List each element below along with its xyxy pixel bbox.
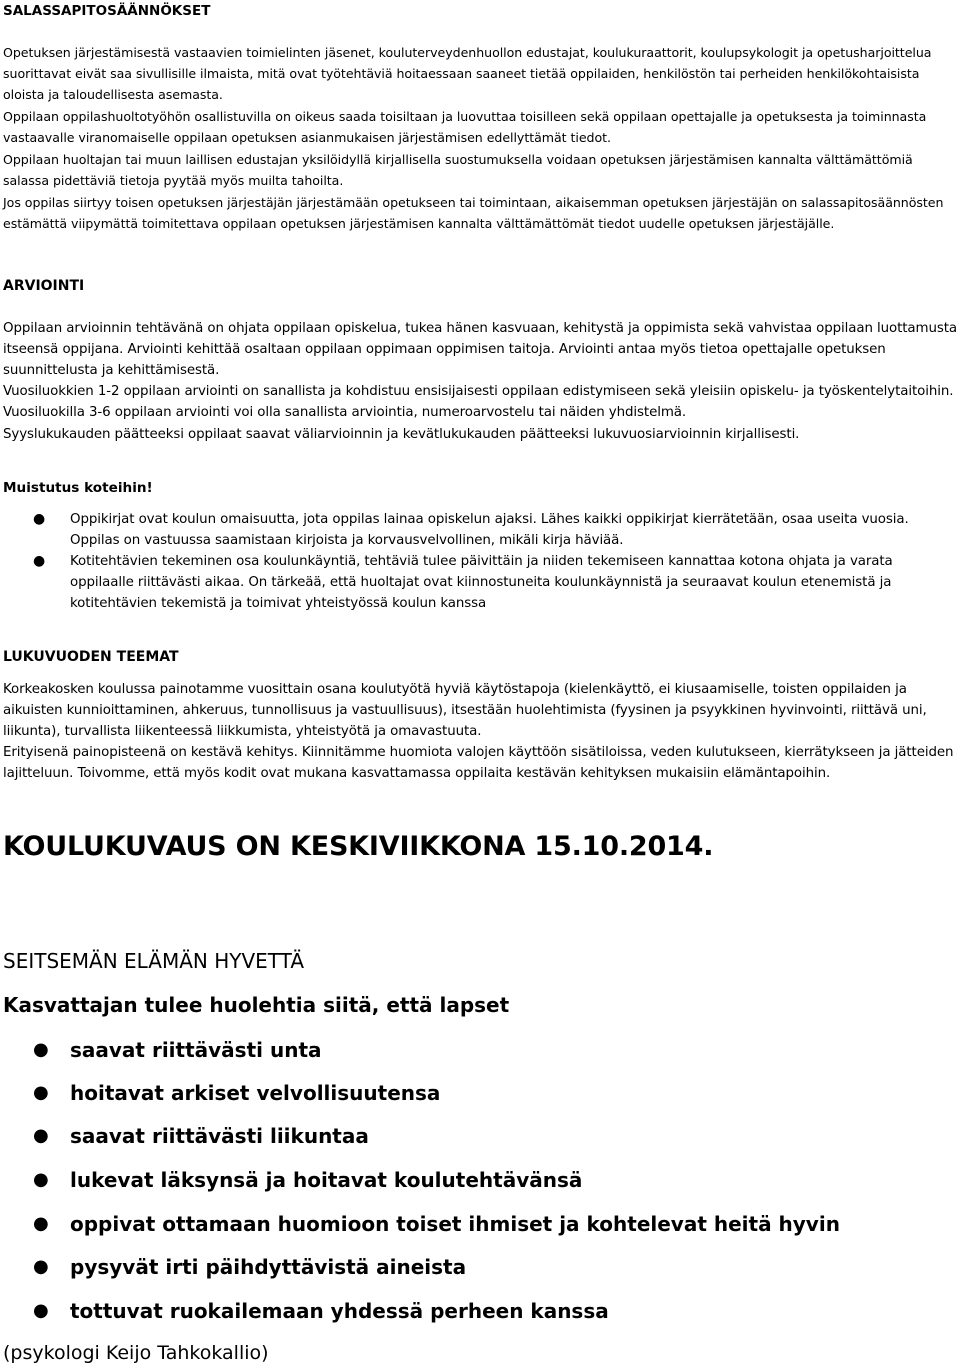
salassapito-paragraph-2: Oppilaan oppilashuoltotyöhön osallistuvilla on oikeus saada toisiltaan ja luovuttaa toisilleen sekä oppilaan opettajalle ja opetuksesta ja toiminnasta vastaavalle viranomaiselle oppilaan opetuksen asianmukaisen järjestämisen edellyttämät tiedot. xyxy=(3,109,927,145)
koulukuvaus-announcement: KOULUKUVAUS ON KESKIVIIKKONA 15.10.2014. xyxy=(3,831,714,862)
bullet-dot: ● xyxy=(33,1082,49,1103)
hyve-item-6: pysyvät irti päihdyttävistä aineista xyxy=(70,1255,467,1279)
hyve-item-7: tottuvat ruokailemaan yhdessä perheen kanssa xyxy=(70,1299,609,1323)
hyve-item-1: saavat riittävästi unta xyxy=(70,1038,322,1062)
teemat-paragraph-1: Korkeakosken koulussa painotamme vuosittain osana koulutyötä hyviä käytöstapoja (kielenkäyttö, ei kiusaamiselle, toisten oppilaiden ja aikuisten kunnioittaminen, ahkeruus, tunnollisuus ja vastuullisuus), itsestään huolehtimista (fyysinen ja psyykkinen hyvinvointi, riittävä uni, liikunta), turvallista liikenteessä liikkumista, yhteistyötä ja omavastuuta. xyxy=(3,682,927,739)
attribution: (psykologi Keijo Tahkokallio) xyxy=(3,1342,269,1364)
bullet-dot: ● xyxy=(33,1039,49,1060)
muistutus-item-1: Oppikirjat ovat koulun omaisuutta, jota oppilas lainaa opiskelun ajaksi. Lähes kaikki oppikirjat kierrätetään, osaa useita vuosia. Oppilas on vastuussa saamistaan kirjoista ja korvausvelvollinen, mikäli kirja häviää. xyxy=(70,512,909,548)
heading-arviointi: ARVIOINTI xyxy=(3,278,85,294)
bullet-dot: ● xyxy=(33,1125,49,1146)
heading-salassapito: SALASSAPITOSÄÄNNÖKSET xyxy=(3,3,211,19)
heading-muistutus: Muistutus koteihin! xyxy=(3,480,153,496)
hyve-item-5: oppivat ottamaan huomioon toiset ihmiset ja kohtelevat heitä hyvin xyxy=(70,1212,840,1236)
salassapito-paragraph-4: Jos oppilas siirtyy toisen opetuksen järjestäjän järjestämään opetukseen tai toimintaan, aikaisemman opetuksen järjestäjän on salassapitosäännösten estämättä viipymättä toimitettava oppilaan opetuksen järjestämisen kannalta välttämättömät tiedot uudelle opetuksen järjestäjälle. xyxy=(3,195,944,231)
heading-seitseman-hyvetta: SEITSEMÄN ELÄMÄN HYVETTÄ xyxy=(3,949,304,973)
teemat-paragraph-2: Erityisenä painopisteenä on kestävä kehitys. Kiinnitämme huomiota valojen käyttöön sisätiloissa, veden kulutukseen, kierrätykseen ja jätteiden lajitteluun. Toivomme, että myös kodit ovat mukana kasvattamassa oppilaita kestävän kehityksen mukaisiin elämäntapoihin. xyxy=(3,745,954,781)
arviointi-paragraph-2: Vuosiluokkien 1-2 oppilaan arviointi on sanallista ja kohdistuu ensisijaisesti oppilaan edistymiseen sekä yleisiin opiskelu- ja työskentelytaitoihin. Vuosiluokilla 3-6 oppilaan arviointi voi olla sanallista arviointia, numeroarvostelu tai näiden yhdistelmä. xyxy=(3,384,954,420)
arviointi-paragraph-1: Oppilaan arvioinnin tehtävänä on ohjata oppilaan opiskelua, tukea hänen kasvuaan, kehitystä ja oppimista sekä vahvistaa oppilaan luottamusta itseensä oppijana. Arviointi kehittää osaltaan oppilaan oppimaan oppimisen taitoja. Arviointi antaa myös tietoa opettajalle opetuksen suunnittelusta ja kehittämisestä. xyxy=(3,321,957,378)
hyve-item-3: saavat riittävästi liikuntaa xyxy=(70,1124,369,1148)
bullet-dot: ● xyxy=(33,511,46,527)
heading-lukuvuoden-teemat: LUKUVUODEN TEEMAT xyxy=(3,649,179,665)
hyve-item-2: hoitavat arkiset velvollisuutensa xyxy=(70,1081,441,1105)
salassapito-paragraph-3: Oppilaan huoltajan tai muun laillisen edustajan yksilöidyllä kirjallisella suostumuksella voidaan opetuksen järjestämisen kannalta välttämättömiä salassa pidettäviä tietoja pyytää myös muilta tahoilta. xyxy=(3,152,913,188)
bullet-dot: ● xyxy=(33,1169,49,1190)
salassapito-paragraph-1: Opetuksen järjestämisestä vastaavien toimielinten jäsenet, kouluterveydenhuollon edustajat, koulukuraattorit, koulupsykologit ja opetusharjoittelua suorittavat eivät saa sivullisille ilmaista, mitä ovat työtehtäviä hoitaessaan saaneet tietää oppilaiden, henkilöstön tai perheiden henkilökohtaisista oloista ja taloudellisesta asemasta. xyxy=(3,45,932,102)
hyve-item-4: lukevat läksynsä ja hoitavat koulutehtävänsä xyxy=(70,1168,583,1192)
bullet-dot: ● xyxy=(33,553,46,569)
bullet-dot: ● xyxy=(33,1213,49,1234)
arviointi-paragraph-3: Syyslukukauden päätteeksi oppilaat saavat väliarvioinnin ja kevätlukukauden päätteeksi lukuvuosiarvioinnin kirjallisesti. xyxy=(3,427,800,442)
bullet-dot: ● xyxy=(33,1300,49,1321)
seitseman-subtitle: Kasvattajan tulee huolehtia siitä, että lapset xyxy=(3,993,510,1017)
bullet-dot: ● xyxy=(33,1256,49,1277)
muistutus-item-2: Kotitehtävien tekeminen osa koulunkäyntiä, tehtäviä tulee päivittäin ja niiden tekemiseen kannattaa kotona ohjata ja varata oppilaalle riittävästi aikaa. On tärkeää, että huoltajat ovat kiinnostuneita koulunkäynnistä ja seuraavat koulun etenemistä ja kotitehtävien tekemistä ja toimivat yhteistyössä koulun kanssa xyxy=(70,554,893,611)
